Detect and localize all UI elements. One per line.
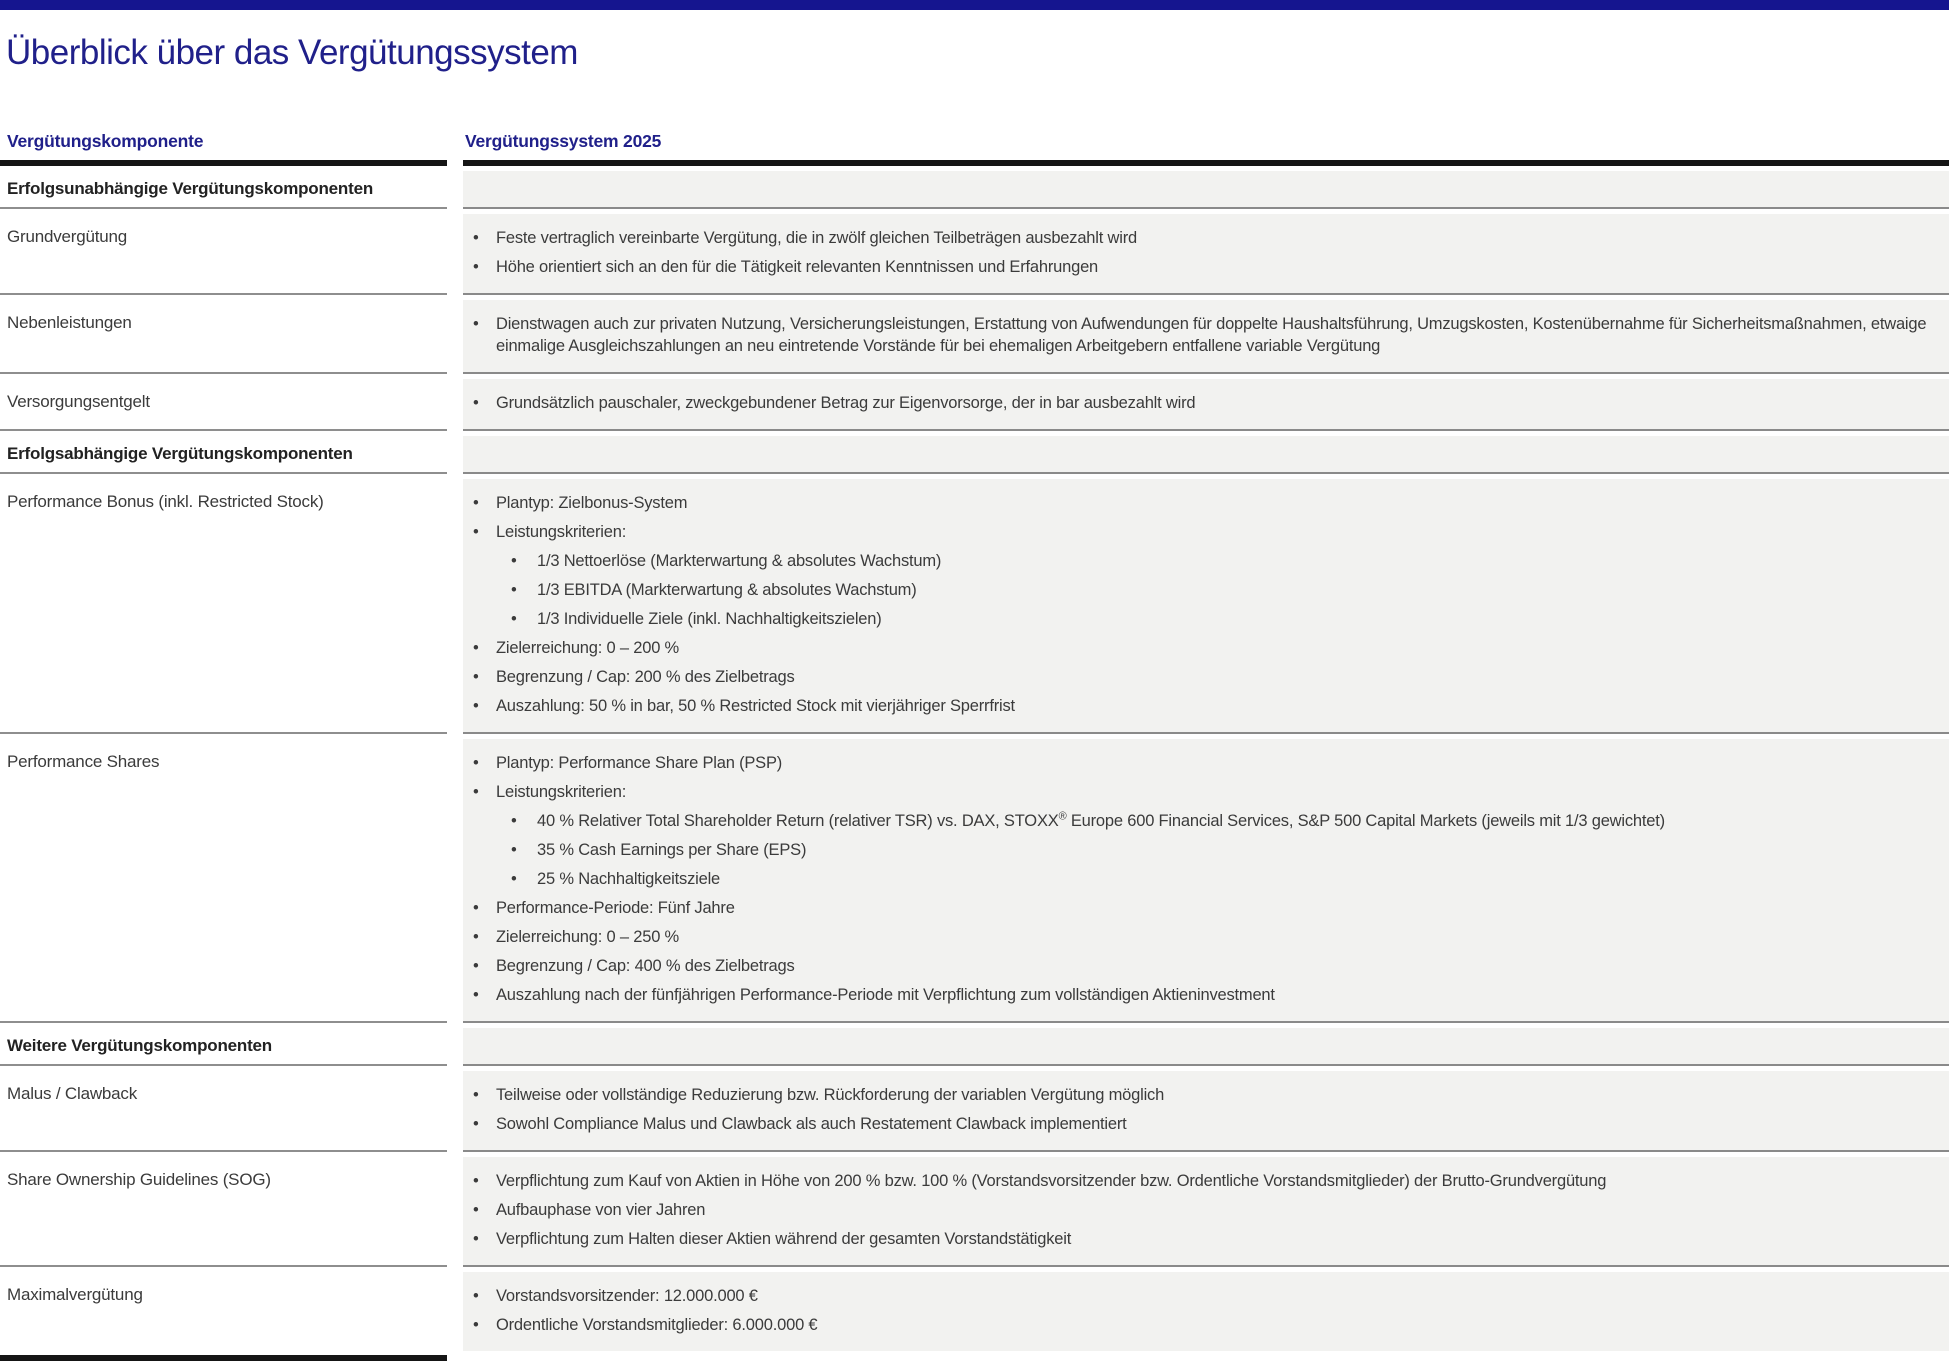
compensation-table	[0, 131, 1949, 1361]
page-title: Überblick über das Vergütungssystem	[6, 33, 578, 72]
bullet-list	[463, 1157, 1949, 1265]
details-cell	[463, 479, 1949, 734]
component-cell	[0, 214, 447, 295]
component-label: Versorgungsentgelt	[7, 392, 150, 411]
bottom-rule-left-segment	[0, 1355, 447, 1361]
bullet-item: • Auszahlung nach der fünfjährigen Performance-Periode mit Verpflichtung zum vollständigen Aktieninvestment	[463, 984, 1935, 1006]
component-cell	[0, 479, 447, 734]
bullet-item: • Feste vertraglich vereinbarte Vergütung, die in zwölf gleichen Teilbeträgen ausbezahlt wird	[463, 227, 1935, 249]
top-accent-bar	[0, 0, 1949, 10]
bullet-item: • 1/3 Nettoerlöse (Markterwartung & absolutes Wachstum)	[463, 550, 1935, 572]
table-row	[0, 1071, 1949, 1152]
bullet-list	[463, 379, 1949, 429]
bullet-list	[463, 1071, 1949, 1150]
table-bottom-rule	[0, 1355, 1949, 1361]
table-row	[0, 214, 1949, 295]
details-cell	[463, 300, 1949, 374]
section-label: Erfolgsunabhängige Vergütungskomponenten	[7, 179, 374, 198]
details-cell	[463, 1028, 1949, 1066]
bullet-item: • Höhe orientiert sich an den für die Tätigkeit relevanten Kenntnissen und Erfahrungen	[463, 256, 1935, 278]
bullet-item: • Dienstwagen auch zur privaten Nutzung, Versicherungsleistungen, Erstattung von Aufwendungen für doppelte Haushaltsführung, Umzugskosten, Kostenübernahme für Sicherheitsmaßnahmen, etwaige einmalige Ausgleichszahlungen an neu eintretende Vorstände für bei ehemaligen Arbeitgebern entfallene variable Vergütung	[463, 313, 1935, 357]
component-cell	[0, 171, 447, 209]
bullet-item: • 1/3 EBITDA (Markterwartung & absolutes Wachstum)	[463, 579, 1935, 601]
column-header-vergütungssystem-2025: Vergütungssystem 2025	[465, 131, 662, 151]
component-label: Maximalvergütung	[7, 1285, 143, 1304]
details-cell	[463, 1157, 1949, 1267]
bullet-item: • Verpflichtung zum Halten dieser Aktien während der gesamten Vorstandstätigkeit	[463, 1228, 1935, 1250]
bullet-item: • 35 % Cash Earnings per Share (EPS)	[463, 839, 1935, 861]
details-cell	[463, 1071, 1949, 1152]
section-header-row	[0, 171, 1949, 209]
section-header-row	[0, 1028, 1949, 1066]
bullet-list	[463, 300, 1949, 372]
bullet-item: • Aufbauphase von vier Jahren	[463, 1199, 1935, 1221]
component-label: Share Ownership Guidelines (SOG)	[7, 1170, 271, 1189]
component-cell	[0, 1157, 447, 1267]
bullet-item: • Ordentliche Vorstandsmitglieder: 6.000.000 €	[463, 1314, 1935, 1336]
component-cell	[0, 300, 447, 374]
component-cell	[0, 739, 447, 1023]
bullet-item: • Grundsätzlich pauschaler, zweckgebundener Betrag zur Eigenvorsorge, der in bar ausbezahlt wird	[463, 392, 1935, 414]
bullet-item: • 40 % Relativer Total Shareholder Return (relativer TSR) vs. DAX, STOXX® Europe 600 Financial Services, S&P 500 Capital Markets (jeweils mit 1/3 gewichtet)	[463, 810, 1935, 832]
bullet-item: • Zielerreichung: 0 – 200 %	[463, 637, 1935, 659]
component-label: Performance Bonus (inkl. Restricted Stock)	[7, 492, 324, 511]
table-row	[0, 1157, 1949, 1267]
bullet-item: • 1/3 Individuelle Ziele (inkl. Nachhaltigkeitszielen)	[463, 608, 1935, 630]
column-header-vergütungskomponente: Vergütungskomponente	[7, 131, 204, 151]
header-cell-component	[0, 131, 447, 166]
section-label: Weitere Vergütungskomponenten	[7, 1036, 272, 1055]
table-row	[0, 300, 1949, 374]
bullet-item: • Plantyp: Performance Share Plan (PSP)	[463, 752, 1935, 774]
bullet-item: • 25 % Nachhaltigkeitsziele	[463, 868, 1935, 890]
bullet-item: • Sowohl Compliance Malus und Clawback als auch Restatement Clawback implementiert	[463, 1113, 1935, 1135]
header-cell-system	[463, 131, 1949, 166]
bullet-list	[463, 739, 1949, 1021]
bullet-item: • Zielerreichung: 0 – 250 %	[463, 926, 1935, 948]
component-label: Grundvergütung	[7, 227, 128, 246]
bullet-item: • Performance-Periode: Fünf Jahre	[463, 897, 1935, 919]
details-cell	[463, 739, 1949, 1023]
component-label: Malus / Clawback	[7, 1084, 138, 1103]
bullet-item: • Verpflichtung zum Kauf von Aktien in Höhe von 200 % bzw. 100 % (Vorstandsvorsitzender bzw. Ordentliche Vorstandsmitglieder) der Brutto-Grundvergütung	[463, 1170, 1935, 1192]
section-header-row	[0, 436, 1949, 474]
bullet-item: • Begrenzung / Cap: 200 % des Zielbetrags	[463, 666, 1935, 688]
details-cell	[463, 171, 1949, 209]
bottom-rule-right-segment	[463, 1355, 1949, 1361]
bullet-item: • Teilweise oder vollständige Reduzierung bzw. Rückforderung der variablen Vergütung möglich	[463, 1084, 1935, 1106]
component-label: Nebenleistungen	[7, 313, 132, 332]
component-cell	[0, 1272, 447, 1351]
bullet-item: • Plantyp: Zielbonus-System	[463, 492, 1935, 514]
details-cell	[463, 379, 1949, 431]
details-cell	[463, 1272, 1949, 1351]
bullet-item: • Leistungskriterien:	[463, 781, 1935, 803]
table-body	[0, 171, 1949, 1351]
table-header-row	[0, 131, 1949, 166]
component-cell	[0, 1028, 447, 1066]
details-cell	[463, 436, 1949, 474]
bullet-list	[463, 1272, 1949, 1351]
table-row	[0, 739, 1949, 1023]
component-cell	[0, 1071, 447, 1152]
bullet-list	[463, 214, 1949, 293]
details-cell	[463, 214, 1949, 295]
table-row	[0, 379, 1949, 431]
section-label: Erfolgsabhängige Vergütungskomponenten	[7, 444, 353, 463]
table-row	[0, 479, 1949, 734]
component-cell	[0, 436, 447, 474]
bullet-item: • Auszahlung: 50 % in bar, 50 % Restricted Stock mit vierjähriger Sperrfrist	[463, 695, 1935, 717]
component-label: Performance Shares	[7, 752, 160, 771]
bullet-list	[463, 479, 1949, 732]
bullet-item: • Vorstandsvorsitzender: 12.000.000 €	[463, 1285, 1935, 1307]
bullet-item: • Begrenzung / Cap: 400 % des Zielbetrags	[463, 955, 1935, 977]
component-cell	[0, 379, 447, 431]
table-row	[0, 1272, 1949, 1351]
bullet-item: • Leistungskriterien:	[463, 521, 1935, 543]
